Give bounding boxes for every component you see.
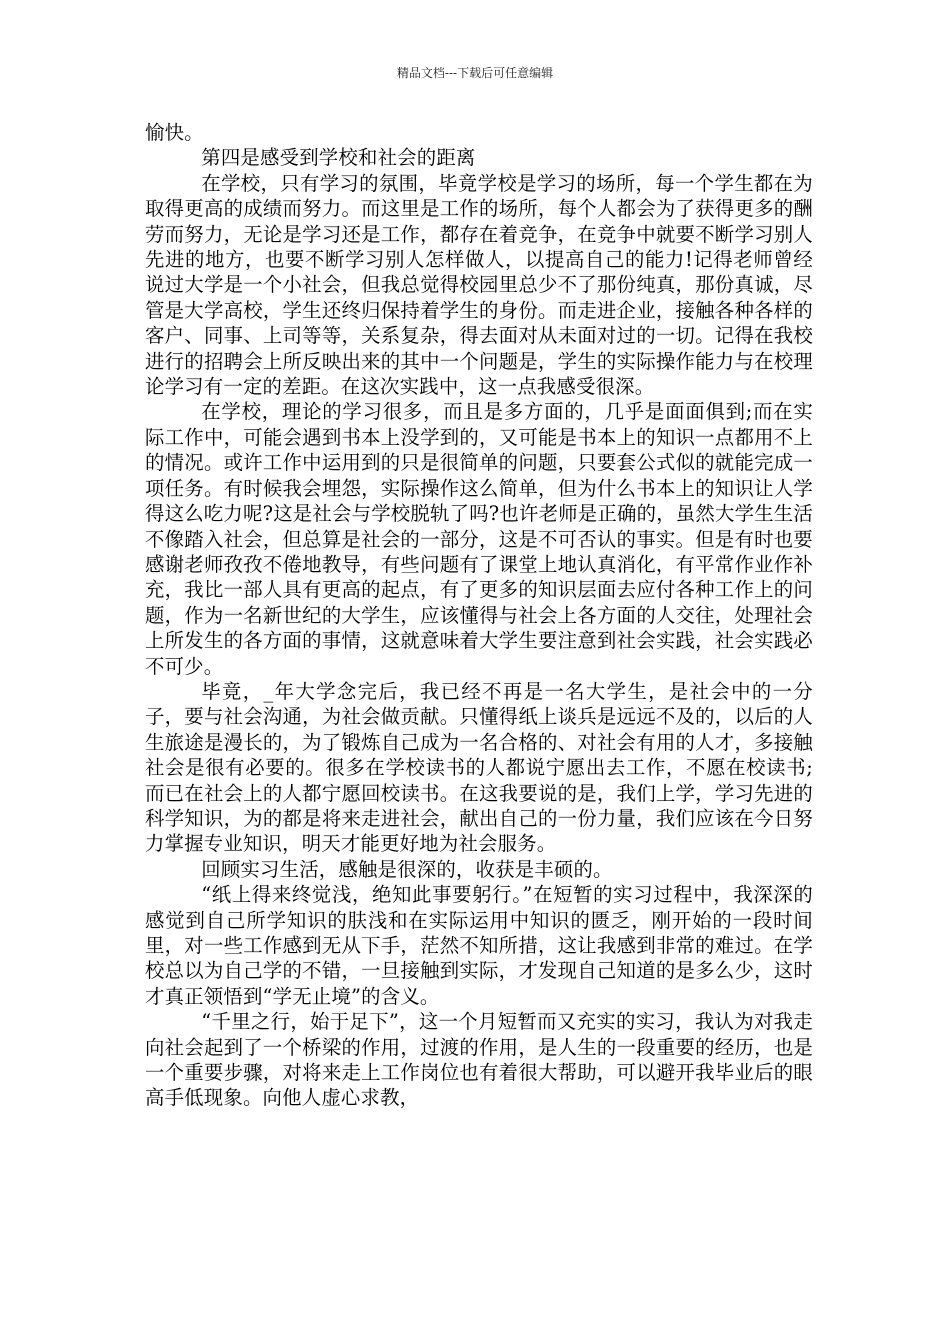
paragraph: 愉快。 bbox=[145, 121, 204, 144]
paragraph: 在学校，理论的学习很多，而且是多方面的，几乎是面面俱到;而在实际工作中，可能会遇到书本上没学到的，又可能是书本上的知识一点都用不上的情况。或许工作中运用到的只是很简单的问题，只要套公式似的就能完成一项任务。有时候我会埋怨，实际操作这么简单，但为什么书本上的知识让人学得这么吃力呢?这是社会与学校脱轨了吗?也许老师是正确的，虽然大学生生活不像踏入社会，但总算是社会的一部分，这是不可否认的事实。但是有时也要感谢老师孜孜不倦地教导，有些问题有了课堂上地认真消化，有平常作业作补充，我比一部人具有更高的起点，有了更多的知识层面去应付各种工作上的问题，作为一名新世纪的大学生，应该懂得与社会上各方面的人交往，处理社会上所发生的各方面的事情，这就意味着大学生要注意到社会实践，社会实践必不可少。 bbox=[145, 400, 813, 678]
paragraph: “纸上得来终觉浅，绝知此事要躬行。”在短暂的实习过程中，我深深的感觉到自己所学知识的肤浅和在实际运用中知识的匮乏，刚开始的一段时间里，对一些工作感到无从下手，茫然不知所措，这让我感到非常的难过。在学校总以为自己学的不错，一旦接触到实际，才发现自己知道的是多么少，这时才真正领悟到“学无止境”的含义。 bbox=[145, 883, 813, 1008]
document-body bbox=[145, 120, 813, 1111]
paragraph: 毕竟，_年大学念完后，我已经不再是一名大学生，是社会中的一分子，要与社会沟通，为社会做贡献。只懂得纸上谈兵是远远不及的，以后的人生旅途是漫长的，为了锻炼自己成为一名合格的、对社会有用的人才，多接触社会是很有必要的。很多在学校读书的人都说宁愿出去工作，不愿在校读书;而已在社会上的人都宁愿回校读书。在这我要说的是，我们上学，学习先进的科学知识，为的都是将来走进社会，献出自己的一份力量，我们应该在今日努力掌握专业知识，明天才能更好地为社会服务。 bbox=[145, 679, 813, 856]
page-header: 精品文档---下载后可任意编辑 bbox=[396, 66, 554, 80]
section-heading: 第四是感受到学校和社会的距离 bbox=[201, 146, 476, 170]
paragraph: “千里之行，始于足下”，这一个月短暂而又充实的实习，我认为对我走向社会起到了一个桥梁的作用，过渡的作用，是人生的一段重要的经历，也是一个重要步骤，对将来走上工作岗位也有着很大帮助，可以避开我毕业后的眼高手低现象。向他人虚心求教， bbox=[145, 1010, 813, 1110]
paragraph: 在学校，只有学习的氛围，毕竟学校是学习的场所，每一个学生都在为取得更高的成绩而努力。而这里是工作的场所，每个人都会为了获得更多的酬劳而努力，无论是学习还是工作，都存在着竞争，在竞争中就要不断学习别人先进的地方，也要不断学习别人怎样做人，以提高自己的能力!记得老师曾经说过大学是一个小社会，但我总觉得校园里总少不了那份纯真，那份真诚，尽管是大学高校，学生还终归保持着学生的身份。而走进企业，接触各种各样的客户、同事、上司等等，关系复杂，得去面对从未面对过的一切。记得在我校进行的招聘会上所反映出来的其中一个问题是，学生的实际操作能力与在校理论学习有一定的差距。在这次实践中，这一点我感受很深。 bbox=[145, 171, 813, 399]
paragraph: 回顾实习生活，感触是很深的，收获是丰硕的。 bbox=[201, 857, 613, 881]
